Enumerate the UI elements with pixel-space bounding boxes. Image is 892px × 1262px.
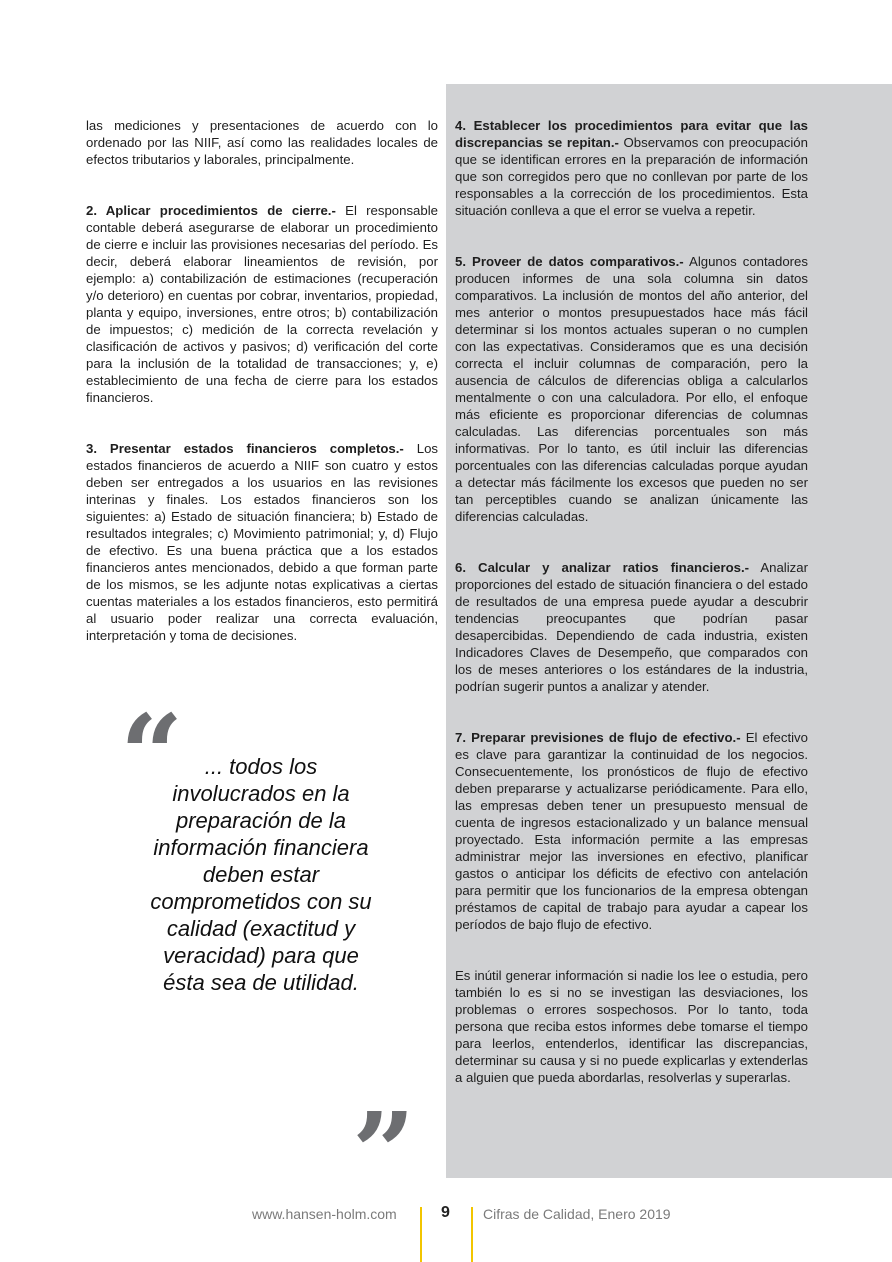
- body-ratios: Analizar proporciones del estado de situación financiera o del estado de resultados de una empresa puede ayudar a descubrir tendencias preocupantes que podrían pasar desapercibidas. Dependiendo de cada industria, existen Indicadores Claves de Desempeño, que comparados con los de meses anteriores o los estándares de la industria, podrían sugerir puntos a analizar y atender.: [455, 560, 808, 694]
- footer-website: www.hansen-holm.com: [252, 1206, 397, 1222]
- body-flujo: El efectivo es clave para garantizar la continuidad de los negocios. Consecuentemente, los pronósticos de flujo de efectivo deben prepararse y actualizarse periódicamente. Para ello, las empresas deben tener un presupuesto mensual de cuenta de ingresos estacionalizado y un balance mensual proyectado. Esta información permite a las empresas administrar mejor las inversiones en efectivo, planificar gastos o anticipar los déficits de efectivo con antelación para permitir que los funcionarios de la empresa obtengan préstamos de capital de trabajo para ayudar a capear los períodos de bajo flujo de efectivo.: [455, 730, 808, 932]
- footer-divider-left: [420, 1207, 422, 1262]
- body-cierre: El responsable contable deberá asegurarse de elaborar un procedimiento de cierre e incluir las provisiones necesarias del período. Es decir, deberá elaborar lineamientos de revisión, por ejemplo: a) contabilización de estimaciones (recuperación y/o deterioro) en cuentas por cobrar, inventarios, propiedad, planta y equipo, inversiones, entre otros; b) contabilización de impuestos; c) medición de la correcta revelación y clasificación de activos y pasivos; d) verificación del corte para la inclusión de la totalidad de transacciones; y, e) establecimiento de una fecha de cierre para los estados financieros.: [86, 203, 438, 405]
- body-comparativos: Algunos contadores producen informes de una sola columna sin datos comparativos. La inclusión de montos del año anterior, del mes anterior o montos presupuestados hace más fácil determinar si los montos actuales superan o no cumplen con las expectativas. Consideramos que es una decisión correcta el incluir columnas de comparación, pero la ausencia de cálculos de diferencias obliga a calcularlos mentalmente o con una calculadora. Por ello, el enfoque más eficiente es proporcionar diferencias de columnas calculadas. Las diferencias porcentuales son más informativas. Por lo tanto, es útil incluir las diferencias porcentuales con las diferencias calculadas porque ayudan a detectar más fácilmente los excesos que pueden no ser tan perceptibles cuando se analizan únicamente las diferencias calculadas.: [455, 254, 808, 524]
- heading-comparativos: 5. Proveer de datos comparativos.-: [455, 254, 684, 269]
- footer-publication: Cifras de Calidad, Enero 2019: [483, 1206, 671, 1222]
- heading-ratios: 6. Calcular y analizar ratios financieros.-: [455, 560, 750, 575]
- heading-discrepancias: 4. Establecer los procedimientos para evitar que las discrepancias se repitan.-: [455, 118, 808, 150]
- paragraph-discrepancias: [455, 117, 808, 219]
- heading-estados: 3. Presentar estados financieros completos.-: [86, 441, 404, 456]
- body-estados: Los estados financieros de acuerdo a NIIF son cuatro y estos deben ser entregados a los usuarios en las revisiones interinas y finales. Los estados financieros son los siguientes: a) Estado de situación financiera; b) Estado de resultados integrales; c) Movimiento patrimonial; y, d) Flujo de efectivo. Es una buena práctica que a los estados financieros antes mencionados, debido a que forman parte de los mismos, se les adjunte notas explicativas a ciertas cuentas materiales a los estados financieros, esto permitirá al usuario poder realizar una correcta evaluación, interpretación y toma de decisiones.: [86, 441, 438, 643]
- close-quote-icon: ”: [352, 1088, 416, 1217]
- paragraph-estados: [86, 440, 438, 644]
- heading-flujo: 7. Preparar previsiones de flujo de efectivo.-: [455, 730, 741, 745]
- paragraph-cierre: [86, 202, 438, 406]
- left-column: [86, 117, 438, 644]
- paragraph-ratios: [455, 559, 808, 695]
- page-number: 9: [441, 1204, 450, 1221]
- paragraph-comparativos: [455, 253, 808, 525]
- heading-cierre: 2. Aplicar procedimientos de cierre.-: [86, 203, 336, 218]
- right-column: [455, 117, 808, 1086]
- body-discrepancias: Observamos con preocupación que se identifican errores en la preparación de información que son corregidos pero que no conllevan por parte de los responsables a la corrección de los procedimientos. Esta situación conlleva a que el error se vuelva a repetir.: [455, 135, 808, 218]
- paragraph-flujo: [455, 729, 808, 933]
- open-quote-icon: “: [120, 690, 184, 819]
- paragraph-conclusion: Es inútil generar información si nadie los lee o estudia, pero también lo es si no se investigan las desviaciones, los problemas o errores sospechosos. Por lo tanto, toda persona que reciba estos informes debe tomarse el tiempo para leerlos, entenderlos, identificar las discrepancias, determinar su causa y si no puede explicarlas y extenderlas a alguien que pueda abordarlas, resolverlas y superarlas.: [455, 968, 808, 1085]
- paragraph-intro: las mediciones y presentaciones de acuerdo con lo ordenado por las NIIF, así como las realidades locales de efectos tributarios y laborales, principalmente.: [86, 118, 438, 167]
- footer-divider-right: [471, 1207, 473, 1262]
- pull-quote: ... todos los involucrados en la preparación de la información financiera deben estar comprometidos con su calidad (exactitud y veracidad) para que ésta sea de utilidad.: [150, 754, 372, 995]
